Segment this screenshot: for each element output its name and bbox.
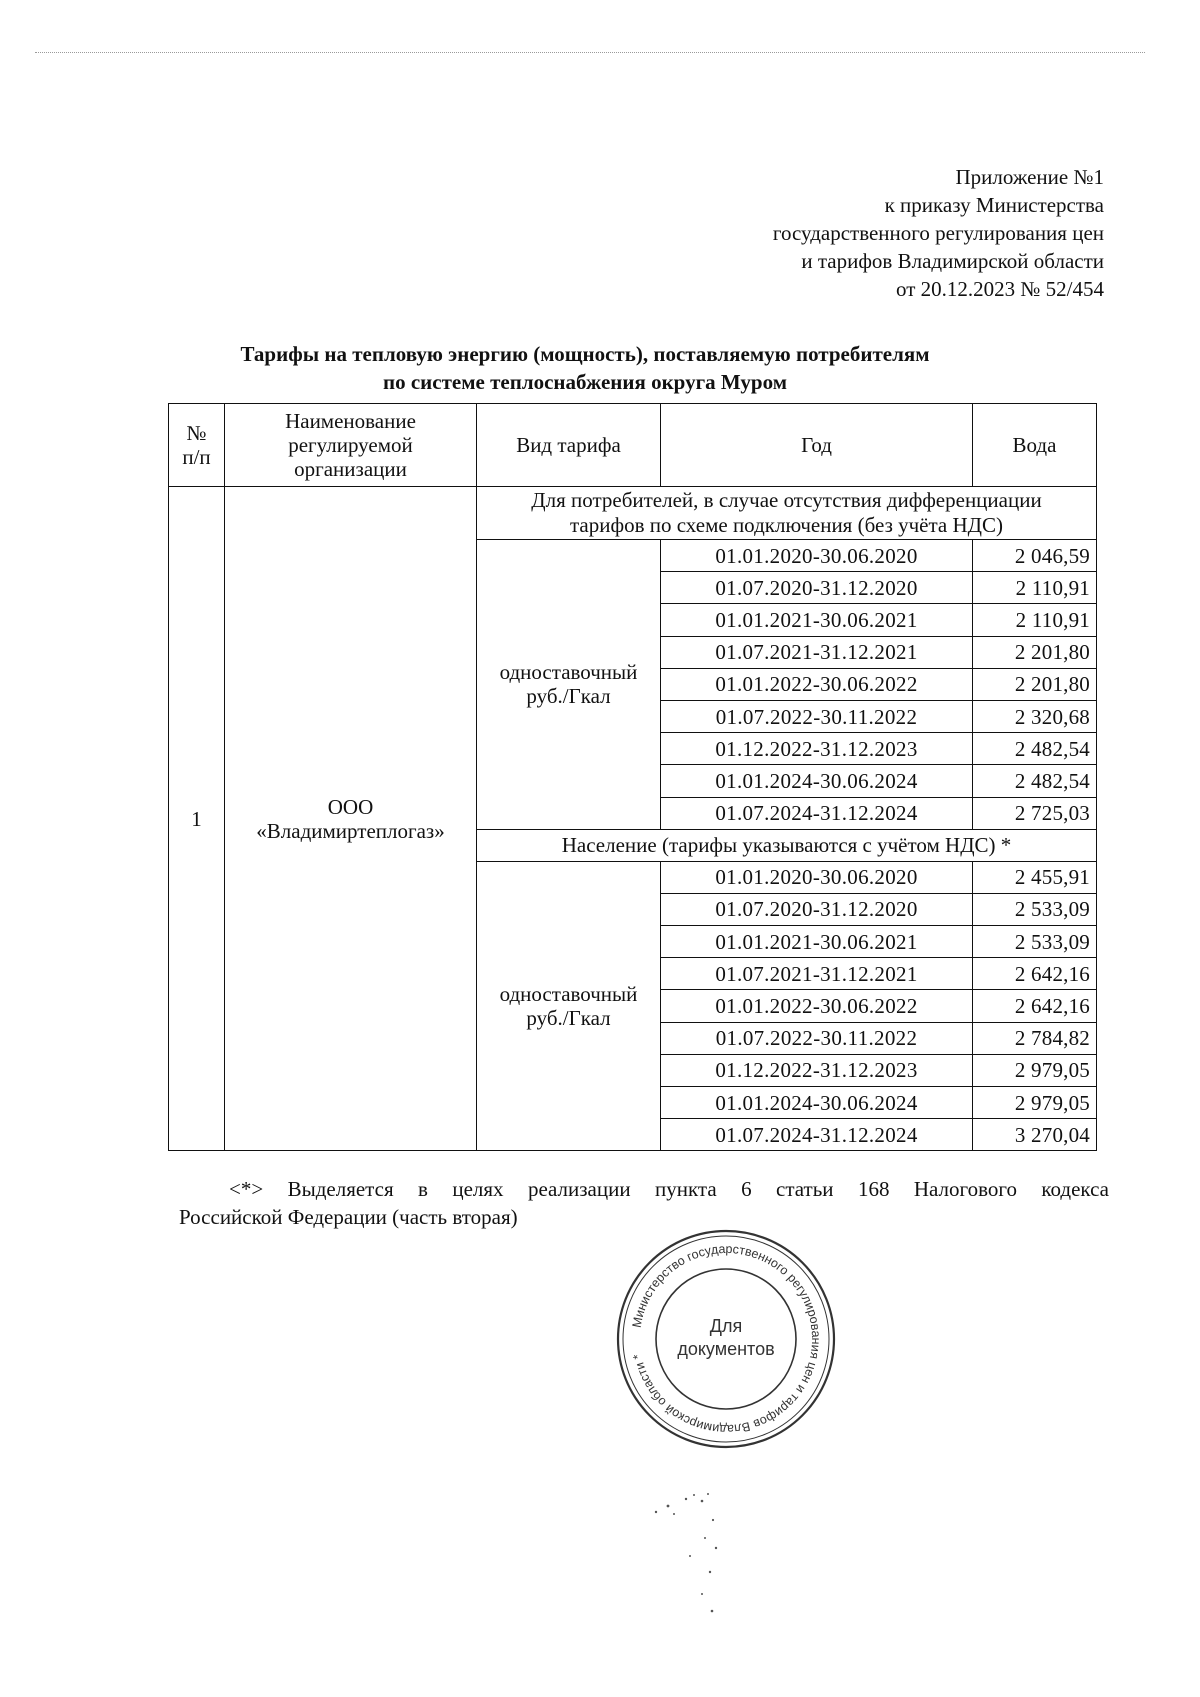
header-number: № п/п: [169, 404, 225, 487]
water-tariff-value: 2 110,91: [973, 572, 1097, 604]
document-title: [170, 340, 1000, 396]
stamp-center-line: документов: [677, 1339, 775, 1359]
water-tariff-value: 2 642,16: [973, 990, 1097, 1022]
appendix-line: к приказу Министерства: [884, 193, 1104, 217]
period-cell: 01.07.2020-31.12.2020: [661, 572, 973, 604]
group-heading-row: [169, 487, 1097, 540]
header-tariff-type: Вид тарифа: [477, 404, 661, 487]
period-cell: 01.01.2021-30.06.2021: [661, 926, 973, 958]
period-cell: 01.07.2024-31.12.2024: [661, 1119, 973, 1151]
water-tariff-value: 2 201,80: [973, 668, 1097, 700]
period-cell: 01.01.2024-30.06.2024: [661, 1087, 973, 1119]
header-water: Вода: [973, 404, 1097, 487]
stamp-ring-text: Министерство государственного регулирования цен и тарифов Владимирской области *: [629, 1241, 824, 1437]
period-cell: 01.07.2022-30.11.2022: [661, 700, 973, 732]
period-cell: 01.01.2020-30.06.2020: [661, 540, 973, 572]
header-organization: Наименование регулируемой организации: [225, 404, 477, 487]
group-heading: Население (тарифы указываются с учётом НДС) *: [477, 829, 1097, 861]
water-tariff-value: 2 046,59: [973, 540, 1097, 572]
water-tariff-value: 2 482,54: [973, 765, 1097, 797]
appendix-line: Приложение №1: [955, 165, 1104, 189]
water-tariff-value: 2 533,09: [973, 893, 1097, 925]
row-number: 1: [169, 487, 225, 1151]
stamp-center-line: Для: [709, 1316, 743, 1336]
period-cell: 01.01.2021-30.06.2021: [661, 604, 973, 636]
tariff-type: одноставочный руб./Гкал: [477, 540, 661, 830]
period-cell: 01.07.2021-31.12.2021: [661, 636, 973, 668]
footnote-line: Российской Федерации (часть вторая): [179, 1205, 518, 1229]
group-heading: Для потребителей, в случае отсутствия дифференциации тарифов по схеме подключения (без учёта НДС): [477, 487, 1097, 540]
period-cell: 01.07.2021-31.12.2021: [661, 958, 973, 990]
appendix-line: от 20.12.2023 № 52/454: [895, 277, 1104, 301]
appendix-header: [684, 163, 1104, 303]
period-cell: 01.07.2020-31.12.2020: [661, 893, 973, 925]
period-cell: 01.01.2020-30.06.2020: [661, 861, 973, 893]
period-cell: 01.01.2022-30.06.2022: [661, 668, 973, 700]
water-tariff-value: 2 320,68: [973, 700, 1097, 732]
period-cell: 01.07.2024-31.12.2024: [661, 797, 973, 829]
tariff-table: [168, 403, 1097, 1151]
table-header-row: [169, 404, 1097, 487]
title-line: Тарифы на тепловую энергию (мощность), поставляемую потребителям: [240, 342, 930, 366]
scan-artifact-line: [35, 52, 1145, 53]
header-year: Год: [661, 404, 973, 487]
title-line: по системе теплоснабжения округа Муром: [382, 370, 787, 394]
water-tariff-value: 2 455,91: [973, 861, 1097, 893]
period-cell: 01.01.2024-30.06.2024: [661, 765, 973, 797]
official-stamp: [615, 1228, 837, 1450]
organization-name: ООО «Владимиртеплогаз»: [225, 487, 477, 1151]
water-tariff-value: 2 725,03: [973, 797, 1097, 829]
appendix-line: государственного регулирования цен: [772, 221, 1104, 245]
period-cell: 01.12.2022-31.12.2023: [661, 733, 973, 765]
period-cell: 01.07.2022-30.11.2022: [661, 1022, 973, 1054]
water-tariff-value: 2 642,16: [973, 958, 1097, 990]
period-cell: 01.12.2022-31.12.2023: [661, 1054, 973, 1086]
water-tariff-value: 2 482,54: [973, 733, 1097, 765]
tariff-type: одноставочный руб./Гкал: [477, 861, 661, 1151]
period-cell: 01.01.2022-30.06.2022: [661, 990, 973, 1022]
footnote: [179, 1175, 1109, 1231]
water-tariff-value: 2 201,80: [973, 636, 1097, 668]
water-tariff-value: 2 979,05: [973, 1054, 1097, 1086]
water-tariff-value: 2 110,91: [973, 604, 1097, 636]
water-tariff-value: 2 784,82: [973, 1022, 1097, 1054]
scan-specks: [650, 1490, 740, 1620]
appendix-line: и тарифов Владимирской области: [801, 249, 1104, 273]
water-tariff-value: 2 533,09: [973, 926, 1097, 958]
water-tariff-value: 3 270,04: [973, 1119, 1097, 1151]
footnote-line: <*> Выделяется в целях реализации пункта 6 статьи 168 Налогового кодекса: [229, 1177, 1109, 1201]
tariff-table-body: [169, 487, 1097, 1151]
water-tariff-value: 2 979,05: [973, 1087, 1097, 1119]
